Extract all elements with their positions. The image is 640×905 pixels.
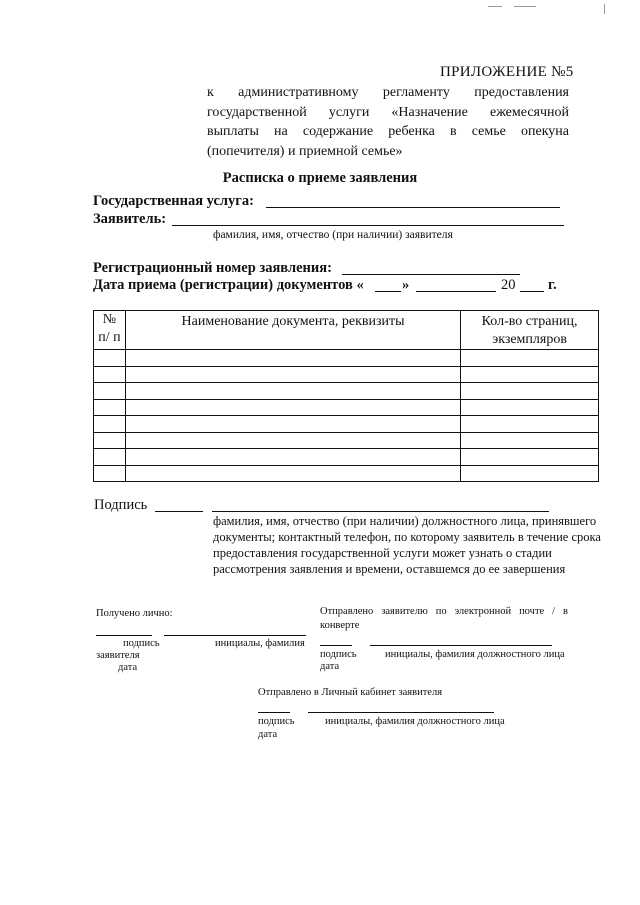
table-row (94, 350, 599, 367)
cell-number[interactable] (94, 383, 126, 400)
receipt-title: Расписка о приеме заявления (222, 170, 418, 186)
cell-number[interactable] (94, 350, 126, 367)
official-name-field[interactable] (212, 511, 549, 512)
account-name-caption: инициалы, фамилия должностного лица (325, 716, 505, 727)
cell-number[interactable] (94, 465, 126, 482)
table-row (94, 416, 599, 433)
applicant-caption: фамилия, имя, отчество (при наличии) заявителя (213, 229, 453, 241)
cell-number[interactable] (94, 366, 126, 383)
preamble-line: выплаты на содержание ребенка в семье опекуна (207, 124, 569, 139)
account-name-field[interactable] (308, 712, 494, 713)
in-person-sign-caption: подпись (123, 638, 160, 649)
email-name-field[interactable] (370, 645, 552, 646)
scan-mark (488, 6, 502, 7)
cell-count[interactable] (461, 432, 599, 449)
preamble-line: государственной услуги «Назначение ежемесячной (207, 104, 569, 120)
table-row (94, 465, 599, 482)
table-header-row (94, 311, 599, 350)
reception-year-field[interactable] (520, 291, 544, 292)
preamble-line: (попечителя) и приемной семье» (207, 143, 403, 159)
cell-document[interactable] (125, 350, 460, 367)
cell-document[interactable] (125, 465, 460, 482)
cell-count[interactable] (461, 383, 599, 400)
email-name-caption: инициалы, фамилия должностного лица (385, 649, 565, 660)
reg-number-field[interactable] (342, 274, 520, 275)
cell-count[interactable] (461, 399, 599, 416)
account-sign-field[interactable] (258, 712, 290, 713)
received-in-person-title: Получено лично: (96, 608, 173, 619)
account-sign-caption: подпись (258, 716, 295, 727)
cell-number[interactable] (94, 399, 126, 416)
cell-count[interactable] (461, 416, 599, 433)
scan-mark (604, 4, 605, 14)
cell-count[interactable] (461, 449, 599, 466)
cell-document[interactable] (125, 416, 460, 433)
applicant-field[interactable] (172, 225, 564, 226)
cell-document[interactable] (125, 449, 460, 466)
cell-document[interactable] (125, 432, 460, 449)
table-row (94, 432, 599, 449)
appendix-title: ПРИЛОЖЕНИЕ №5 (440, 64, 574, 80)
signature-field[interactable] (155, 511, 203, 512)
reception-date-suffix: г. (548, 277, 557, 293)
reg-number-label: Регистрационный номер заявления: (93, 260, 332, 276)
account-date-caption: дата (258, 729, 278, 740)
email-sign-field[interactable] (320, 645, 352, 646)
header-page-count: Кол-во страниц, экземпляров (461, 311, 599, 350)
preamble-line: к административному регламенту предоставления (207, 85, 569, 100)
table-row (94, 449, 599, 466)
applicant-label: Заявитель: (93, 211, 167, 227)
reception-month-field[interactable] (416, 291, 496, 292)
signature-caption: фамилия, имя, отчество (при наличии) должностного лица, принявшего документы; контактный телефон, по которому заявитель в течение срока предоставления государственной услуги может узнать о стадии рассмотрения заявления и времени, оставшемся до ее завершения (213, 514, 601, 576)
cell-document[interactable] (125, 399, 460, 416)
cell-document[interactable] (125, 366, 460, 383)
reception-day-field[interactable] (375, 291, 401, 292)
documents-table (93, 310, 599, 482)
table-row (94, 383, 599, 400)
cell-count[interactable] (461, 366, 599, 383)
in-person-applicant-word: заявителя (96, 650, 140, 661)
cell-number[interactable] (94, 416, 126, 433)
cell-number[interactable] (94, 432, 126, 449)
service-label: Государственная услуга: (93, 193, 254, 209)
email-date-caption: дата (320, 661, 340, 672)
cell-number[interactable] (94, 449, 126, 466)
scan-mark (514, 6, 536, 7)
in-person-name-caption: инициалы, фамилия (215, 638, 305, 649)
reception-date-quote: » (402, 277, 410, 293)
reception-date-label: Дата приема (регистрации) документов « (93, 277, 364, 293)
reception-year-prefix: 20 (501, 277, 516, 293)
cell-count[interactable] (461, 465, 599, 482)
in-person-date-caption: дата (118, 662, 138, 673)
in-person-name-field[interactable] (164, 635, 306, 636)
header-number: № п/ п (94, 311, 126, 350)
table-row (94, 366, 599, 383)
signature-label: Подпись (94, 497, 148, 513)
email-sign-caption: подпись (320, 649, 357, 660)
table-row (94, 399, 599, 416)
cell-count[interactable] (461, 350, 599, 367)
sent-by-email-title: Отправлено заявителю по электронной почте / в конверте (320, 606, 568, 631)
cell-document[interactable] (125, 383, 460, 400)
in-person-sign-field[interactable] (96, 635, 152, 636)
sent-to-account-title: Отправлено в Личный кабинет заявителя (258, 687, 443, 698)
appendix-preamble (207, 83, 569, 161)
header-document-name: Наименование документа, реквизиты (125, 311, 460, 350)
service-field[interactable] (266, 207, 560, 208)
